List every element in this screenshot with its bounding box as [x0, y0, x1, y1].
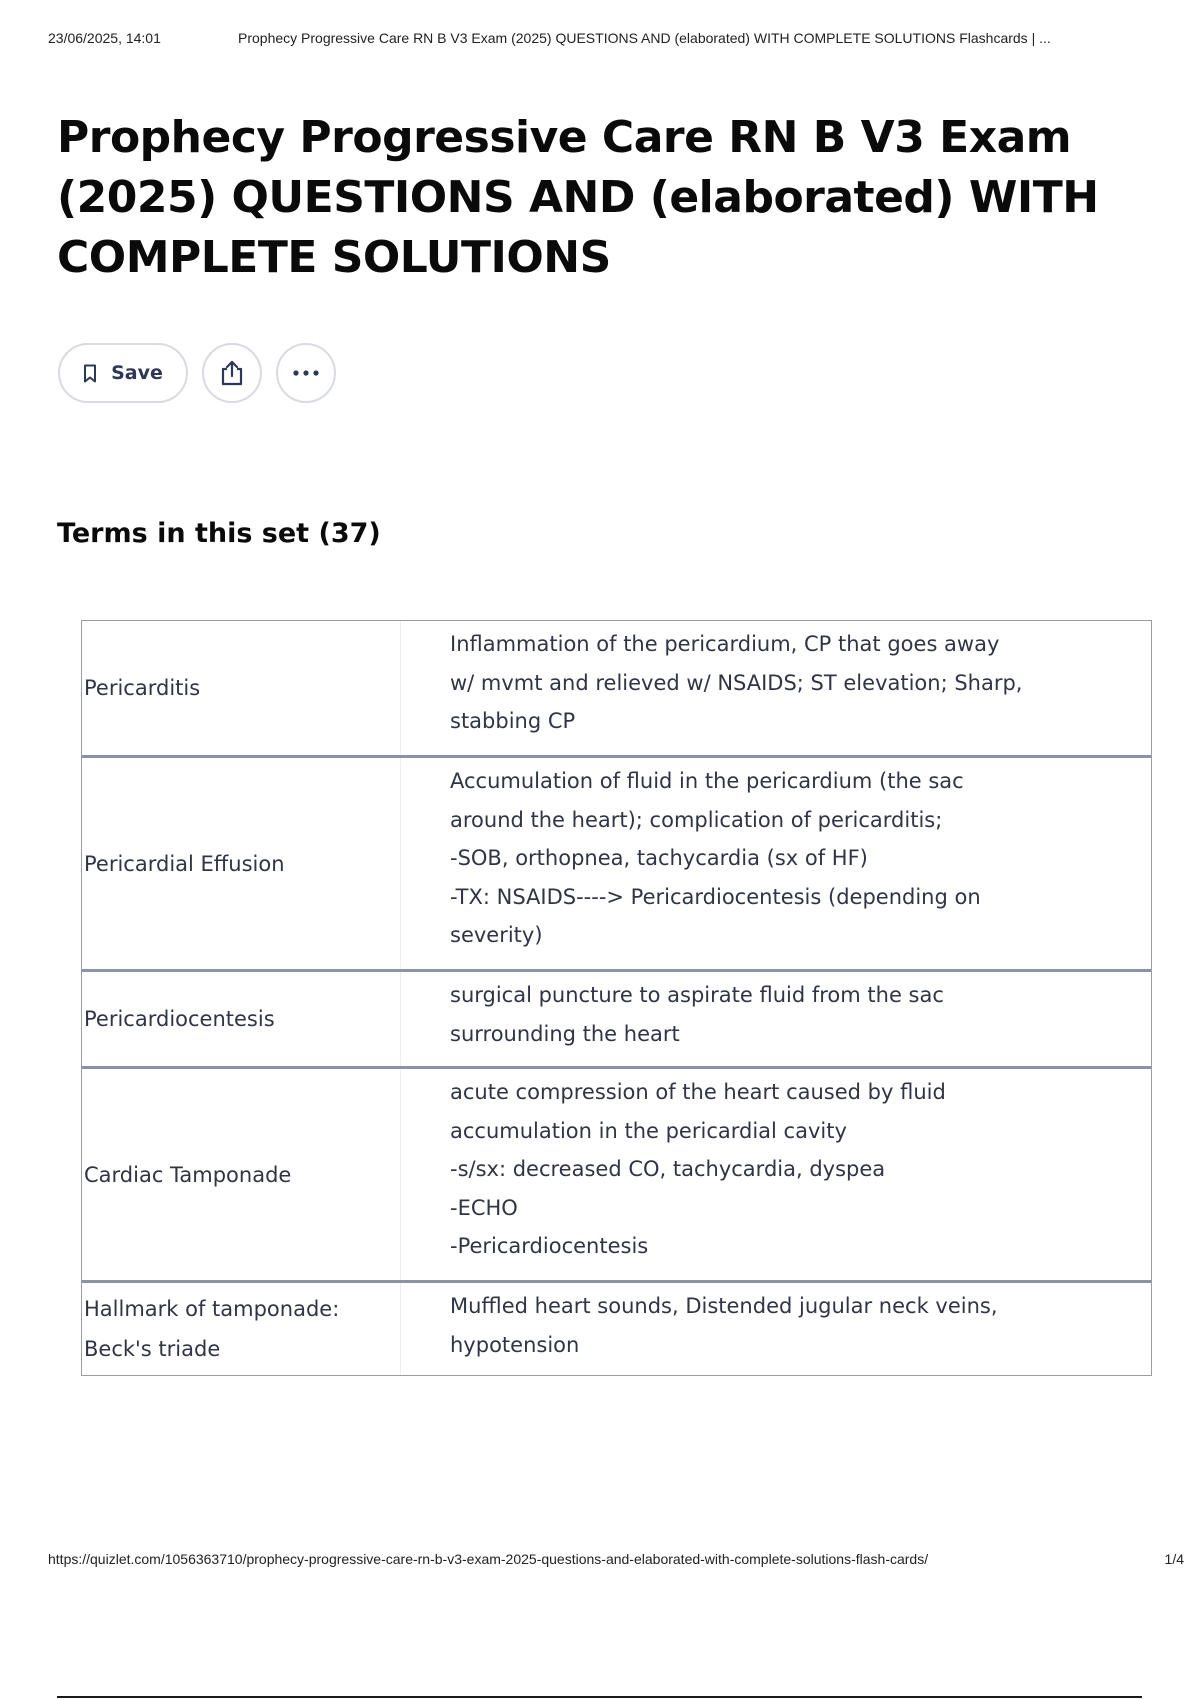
share-icon: [219, 359, 245, 387]
term-cell: [82, 621, 401, 755]
print-document-title: Prophecy Progressive Care RN B V3 Exam (2025) QUESTIONS AND (elaborated) WITH COMPLETE SOLUTIONS Flashcards | ...: [238, 30, 1051, 46]
term-row: [82, 969, 1151, 1066]
definition-line: severity): [450, 923, 543, 947]
term-text: Hallmark of tamponade: Beck's triade: [84, 1297, 340, 1361]
term-text: Cardiac Tamponade: [84, 1162, 292, 1187]
term-text: Pericardiocentesis: [84, 1007, 275, 1031]
action-bar: [58, 343, 336, 403]
definition-cell: [401, 758, 1151, 969]
bookmark-icon: [83, 364, 97, 383]
definition-line: Inflammation of the pericardium, CP that goes away: [450, 632, 1000, 656]
definition-line: around the heart); complication of pericarditis;: [450, 807, 943, 832]
definition-cell: [401, 621, 1151, 755]
term-cell: [82, 1069, 401, 1280]
print-url: https://quizlet.com/1056363710/prophecy-progressive-care-rn-b-v3-exam-2025-questions-and-elaborated-with-complete-solutions-flash-cards/: [48, 1551, 929, 1567]
definition-line: hypotension: [450, 1332, 580, 1357]
term-cell: [82, 972, 401, 1066]
bottom-divider: [57, 1696, 1142, 1698]
term-row: [82, 621, 1151, 755]
more-dots-icon: [292, 369, 320, 377]
definition-line: Accumulation of fluid in the pericardium (the sac: [450, 769, 964, 793]
definition-line: accumulation in the pericardial cavity: [450, 1118, 847, 1143]
save-button-label: Save: [111, 362, 163, 384]
definition-line: -s/sx: decreased CO, tachycardia, dyspea: [450, 1157, 886, 1181]
definition-line: -TX: NSAIDS----> Pericardiocentesis (depending on: [450, 884, 981, 909]
definition-line: surrounding the heart: [450, 1021, 680, 1046]
definition-cell: [401, 1283, 1151, 1375]
definition-line: stabbing CP: [450, 709, 576, 733]
term-row: [82, 1280, 1151, 1375]
definition-line: -ECHO: [450, 1195, 518, 1220]
definition-line: -Pericardiocentesis: [450, 1234, 649, 1258]
term-cell: [82, 758, 401, 969]
print-header: [48, 30, 1176, 50]
term-row: [82, 755, 1151, 969]
definition-cell: [401, 1069, 1151, 1280]
term-row: [82, 1066, 1151, 1280]
term-text: Pericarditis: [84, 676, 201, 700]
print-datetime: 23/06/2025, 14:01: [48, 30, 161, 46]
definition-cell: [401, 972, 1151, 1066]
print-footer: [48, 1551, 1184, 1571]
term-text: Pericardial Effusion: [84, 851, 285, 876]
definition-line: acute compression of the heart caused by fluid: [450, 1080, 946, 1104]
share-button[interactable]: [202, 343, 262, 403]
page-title: Prophecy Progressive Care RN B V3 Exam (2025) QUESTIONS AND (elaborated) WITH COMPLETE SOLUTIONS: [57, 112, 1099, 283]
print-page-number: 1/4: [1164, 1551, 1184, 1567]
more-options-button[interactable]: [276, 343, 336, 403]
term-cell: [82, 1283, 401, 1375]
definition-line: Muffled heart sounds, Distended jugular neck veins,: [450, 1294, 998, 1318]
terms-table: [81, 620, 1152, 1376]
save-button[interactable]: [58, 343, 188, 403]
definition-line: surgical puncture to aspirate fluid from the sac: [450, 983, 944, 1007]
definition-line: w/ mvmt and relieved w/ NSAIDS; ST elevation; Sharp,: [450, 670, 1023, 695]
terms-heading: Terms in this set (37): [57, 518, 381, 549]
definition-line: -SOB, orthopnea, tachycardia (sx of HF): [450, 846, 868, 870]
